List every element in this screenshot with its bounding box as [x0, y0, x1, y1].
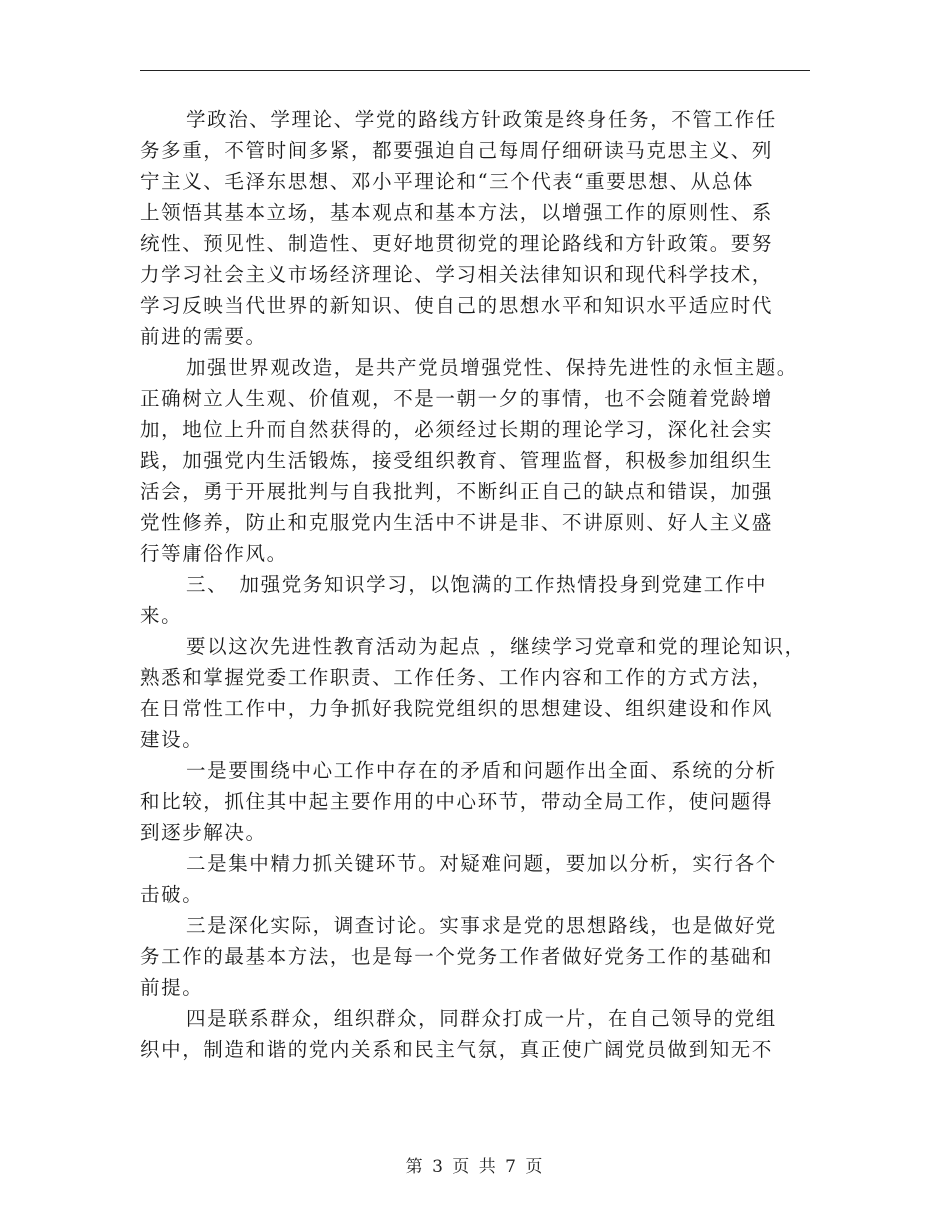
- text-line: 建设。: [140, 728, 204, 751]
- text-line: 二是集中精力抓关键环节。对疑难问题，要加以分析，实行各个: [186, 852, 777, 875]
- text-line: 上领悟其基本立场，基本观点和基本方法，以增强工作的原则性、系: [140, 201, 774, 224]
- text-line: 党性修养，防止和克服党内生活中不讲是非、不讲原则、好人主义盛: [140, 511, 774, 534]
- paragraph: [140, 848, 820, 910]
- paragraph: [140, 1003, 820, 1065]
- text-line: 熟悉和掌握党委工作职责、工作任务、工作内容和工作的方式方法，: [140, 666, 774, 689]
- text-line: 务工作的最基本方法，也是每一个党务工作者做好党务工作的基础和: [140, 945, 774, 968]
- text-line: 到逐步解决。: [140, 821, 267, 844]
- text-line: 击破。: [140, 883, 204, 906]
- header-rule: [140, 70, 810, 71]
- text-line: 三是深化实际，调查讨论。实事求是党的思想路线，也是做好党: [186, 914, 777, 937]
- text-line: 宁主义、毛泽东思想、邓小平理论和“三个代表“重要思想、从总体: [140, 170, 754, 193]
- text-line: 正确树立人生观、价值观，不是一朝一夕的事情，也不会随着党龄增: [140, 387, 774, 410]
- text-line: 加强世界观改造，是共产党员增强党性、保持先进性的永恒主题。: [186, 356, 798, 379]
- document-body: [140, 104, 820, 1065]
- paragraph: [140, 104, 820, 352]
- text-line: 加，地位上升而自然获得的，必须经过长期的理论学习，深化社会实: [140, 418, 774, 441]
- text-line: 三、 加强党务知识学习，以饱满的工作热情投身到党建工作中: [186, 573, 768, 596]
- text-line: 务多重，不管时间多紧，都要强迫自己每周仔细研读马克思主义、列: [140, 139, 774, 162]
- text-line: 四是联系群众，组织群众，同群众打成一片，在自己领导的党组: [186, 1007, 777, 1030]
- text-line: 要以这次先进性教育活动为起点 ，继续学习党章和党的理论知识，: [186, 635, 806, 658]
- text-line: 学政治、学理论、学党的路线方针政策是终身任务，不管工作任: [186, 108, 777, 131]
- text-line: 行等庸俗作风。: [140, 542, 288, 565]
- paragraph: [140, 910, 820, 1003]
- text-line: 来。: [140, 604, 183, 627]
- text-line: 活会，勇于开展批判与自我批判，不断纠正自己的缺点和错误，加强: [140, 480, 774, 503]
- text-line: 和比较，抓住其中起主要作用的中心环节，带动全局工作，使问题得: [140, 790, 774, 813]
- text-line: 一是要围绕中心工作中存在的矛盾和问题作出全面、系统的分析: [186, 759, 777, 782]
- page-footer: 第 3 页 共 7 页: [405, 1157, 545, 1177]
- text-line: 前提。: [140, 976, 204, 999]
- text-line: 前进的需要。: [140, 325, 267, 348]
- text-line: 践，加强党内生活锻炼，接受组织教育、管理监督，积极参加组织生: [140, 449, 774, 472]
- paragraph: [140, 755, 820, 848]
- text-line: 学习反映当代世界的新知识、使自己的思想水平和知识水平适应时代: [140, 294, 774, 317]
- paragraph: [140, 631, 820, 755]
- text-line: 统性、预见性、制造性、更好地贯彻党的理论路线和方针政策。要努: [140, 232, 774, 255]
- text-line: 在日常性工作中，力争抓好我院党组织的思想建设、组织建设和作风: [140, 697, 774, 720]
- paragraph: [140, 352, 820, 569]
- paragraph: [140, 569, 820, 631]
- text-line: 力学习社会主义市场经济理论、学习相关法律知识和现代科学技术，: [140, 263, 774, 286]
- text-line: 织中，制造和谐的党内关系和民主气氛，真正使广阔党员做到知无不: [140, 1038, 774, 1061]
